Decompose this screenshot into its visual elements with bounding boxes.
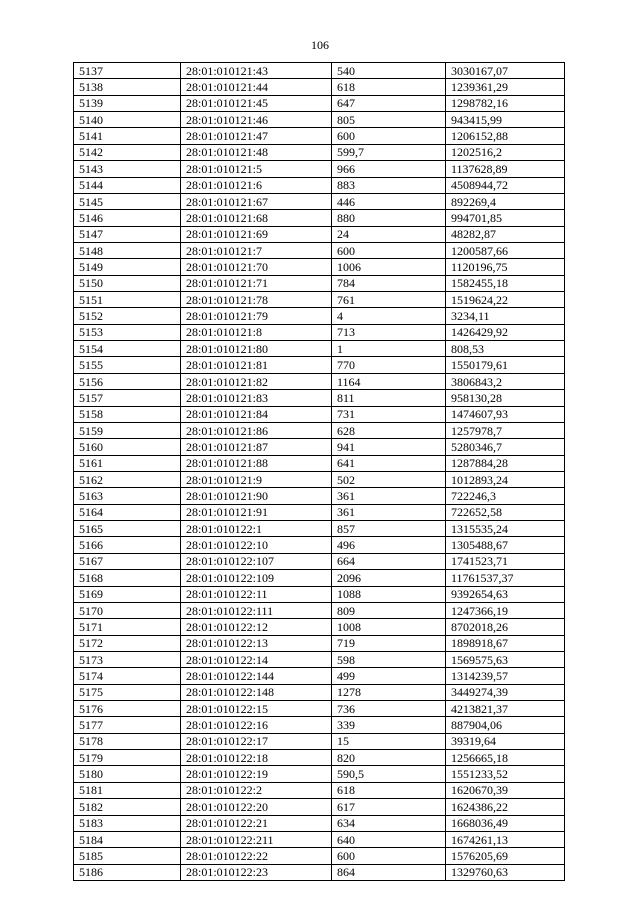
cadastral-number-cell: 28:01:010121:6 [181,177,332,193]
cadastral-number-cell: 28:01:010122:22 [181,848,332,864]
table-row [74,733,565,749]
table-row [74,210,565,226]
area-cell: 361 [332,488,446,504]
table-row [74,177,565,193]
value-cell: 3449274,39 [446,684,565,700]
area-cell: 628 [332,422,446,438]
cadastral-number-cell: 28:01:010122:107 [181,553,332,569]
value-cell: 1741523,71 [446,553,565,569]
area-cell: 966 [332,161,446,177]
cadastral-number-cell: 28:01:010122:17 [181,733,332,749]
row-number-cell: 5150 [74,275,181,291]
area-cell: 864 [332,864,446,880]
area-cell: 736 [332,701,446,717]
row-number-cell: 5166 [74,537,181,553]
area-cell: 502 [332,471,446,487]
table-row [74,488,565,504]
registry-table-body [74,63,565,881]
row-number-cell: 5142 [74,144,181,160]
cadastral-number-cell: 28:01:010122:144 [181,668,332,684]
area-cell: 880 [332,210,446,226]
table-row [74,635,565,651]
value-cell: 39319,64 [446,733,565,749]
row-number-cell: 5155 [74,357,181,373]
cadastral-number-cell: 28:01:010122:1 [181,521,332,537]
cadastral-number-cell: 28:01:010121:91 [181,504,332,520]
value-cell: 1668036,49 [446,815,565,831]
table-row [74,455,565,471]
value-cell: 1314239,57 [446,668,565,684]
value-cell: 3806843,2 [446,373,565,389]
value-cell: 5280346,7 [446,439,565,455]
row-number-cell: 5183 [74,815,181,831]
row-number-cell: 5179 [74,750,181,766]
cadastral-number-cell: 28:01:010121:87 [181,439,332,455]
table-row [74,602,565,618]
area-cell: 600 [332,848,446,864]
value-cell: 4213821,37 [446,701,565,717]
area-cell: 599,7 [332,144,446,160]
area-cell: 634 [332,815,446,831]
row-number-cell: 5149 [74,259,181,275]
area-cell: 446 [332,193,446,209]
table-row [74,373,565,389]
cadastral-number-cell: 28:01:010121:82 [181,373,332,389]
table-row [74,766,565,782]
row-number-cell: 5171 [74,619,181,635]
area-cell: 1088 [332,586,446,602]
table-row [74,553,565,569]
row-number-cell: 5182 [74,799,181,815]
area-cell: 719 [332,635,446,651]
area-cell: 731 [332,406,446,422]
cadastral-number-cell: 28:01:010121:81 [181,357,332,373]
table-row [74,848,565,864]
cadastral-number-cell: 28:01:010121:80 [181,341,332,357]
row-number-cell: 5137 [74,63,181,79]
row-number-cell: 5165 [74,521,181,537]
area-cell: 24 [332,226,446,242]
table-row [74,570,565,586]
value-cell: 722246,3 [446,488,565,504]
value-cell: 8702018,26 [446,619,565,635]
table-row [74,831,565,847]
cadastral-number-cell: 28:01:010122:14 [181,651,332,667]
value-cell: 1674261,13 [446,831,565,847]
value-cell: 1551233,52 [446,766,565,782]
value-cell: 4508944,72 [446,177,565,193]
cadastral-number-cell: 28:01:010122:148 [181,684,332,700]
area-cell: 664 [332,553,446,569]
value-cell: 3234,11 [446,308,565,324]
cadastral-number-cell: 28:01:010122:211 [181,831,332,847]
row-number-cell: 5148 [74,242,181,258]
table-row [74,701,565,717]
area-cell: 499 [332,668,446,684]
row-number-cell: 5174 [74,668,181,684]
row-number-cell: 5162 [74,471,181,487]
cadastral-number-cell: 28:01:010121:83 [181,390,332,406]
area-cell: 618 [332,79,446,95]
area-cell: 641 [332,455,446,471]
area-cell: 361 [332,504,446,520]
row-number-cell: 5147 [74,226,181,242]
value-cell: 1256665,18 [446,750,565,766]
row-number-cell: 5170 [74,602,181,618]
value-cell: 1137628,89 [446,161,565,177]
value-cell: 1298782,16 [446,95,565,111]
value-cell: 1202516,2 [446,144,565,160]
row-number-cell: 5154 [74,341,181,357]
row-number-cell: 5176 [74,701,181,717]
value-cell: 943415,99 [446,112,565,128]
value-cell: 1569575,63 [446,651,565,667]
row-number-cell: 5151 [74,292,181,308]
area-cell: 1278 [332,684,446,700]
table-row [74,242,565,258]
row-number-cell: 5178 [74,733,181,749]
area-cell: 857 [332,521,446,537]
value-cell: 1012893,24 [446,471,565,487]
table-row [74,815,565,831]
area-cell: 4 [332,308,446,324]
value-cell: 1120196,75 [446,259,565,275]
value-cell: 1247366,19 [446,602,565,618]
row-number-cell: 5141 [74,128,181,144]
value-cell: 1257978,7 [446,422,565,438]
row-number-cell: 5163 [74,488,181,504]
area-cell: 805 [332,112,446,128]
cadastral-number-cell: 28:01:010121:71 [181,275,332,291]
cadastral-number-cell: 28:01:010121:45 [181,95,332,111]
value-cell: 48282,87 [446,226,565,242]
value-cell: 892269,4 [446,193,565,209]
row-number-cell: 5140 [74,112,181,128]
table-row [74,79,565,95]
row-number-cell: 5144 [74,177,181,193]
table-row [74,341,565,357]
area-cell: 1006 [332,259,446,275]
cadastral-number-cell: 28:01:010122:18 [181,750,332,766]
area-cell: 809 [332,602,446,618]
value-cell: 1620670,39 [446,782,565,798]
cadastral-number-cell: 28:01:010121:78 [181,292,332,308]
area-cell: 618 [332,782,446,798]
row-number-cell: 5184 [74,831,181,847]
cadastral-number-cell: 28:01:010121:84 [181,406,332,422]
value-cell: 958130,28 [446,390,565,406]
table-row [74,128,565,144]
table-row [74,668,565,684]
cadastral-number-cell: 28:01:010121:88 [181,455,332,471]
row-number-cell: 5180 [74,766,181,782]
row-number-cell: 5156 [74,373,181,389]
cadastral-number-cell: 28:01:010122:109 [181,570,332,586]
value-cell: 1582455,18 [446,275,565,291]
table-row [74,324,565,340]
area-cell: 1008 [332,619,446,635]
area-cell: 820 [332,750,446,766]
cadastral-number-cell: 28:01:010122:16 [181,717,332,733]
area-cell: 647 [332,95,446,111]
table-row [74,193,565,209]
area-cell: 941 [332,439,446,455]
cadastral-number-cell: 28:01:010122:111 [181,602,332,618]
cadastral-number-cell: 28:01:010121:7 [181,242,332,258]
area-cell: 339 [332,717,446,733]
cadastral-number-cell: 28:01:010122:12 [181,619,332,635]
cadastral-number-cell: 28:01:010121:68 [181,210,332,226]
area-cell: 2096 [332,570,446,586]
table-row [74,717,565,733]
row-number-cell: 5185 [74,848,181,864]
row-number-cell: 5172 [74,635,181,651]
row-number-cell: 5186 [74,864,181,880]
row-number-cell: 5145 [74,193,181,209]
cadastral-number-cell: 28:01:010122:20 [181,799,332,815]
value-cell: 1315535,24 [446,521,565,537]
area-cell: 600 [332,242,446,258]
row-number-cell: 5143 [74,161,181,177]
area-cell: 1 [332,341,446,357]
value-cell: 1576205,69 [446,848,565,864]
area-cell: 617 [332,799,446,815]
table-row [74,537,565,553]
value-cell: 1474607,93 [446,406,565,422]
value-cell: 11761537,37 [446,570,565,586]
table-row [74,782,565,798]
cadastral-number-cell: 28:01:010122:11 [181,586,332,602]
cadastral-number-cell: 28:01:010121:47 [181,128,332,144]
value-cell: 887904,06 [446,717,565,733]
cadastral-number-cell: 28:01:010122:10 [181,537,332,553]
row-number-cell: 5138 [74,79,181,95]
cadastral-number-cell: 28:01:010121:5 [181,161,332,177]
cadastral-number-cell: 28:01:010121:79 [181,308,332,324]
row-number-cell: 5177 [74,717,181,733]
table-row [74,521,565,537]
table-row [74,439,565,455]
value-cell: 808,53 [446,341,565,357]
cadastral-number-cell: 28:01:010121:44 [181,79,332,95]
value-cell: 1206152,88 [446,128,565,144]
area-cell: 770 [332,357,446,373]
value-cell: 1239361,29 [446,79,565,95]
cadastral-number-cell: 28:01:010121:67 [181,193,332,209]
table-row [74,144,565,160]
cadastral-number-cell: 28:01:010121:70 [181,259,332,275]
row-number-cell: 5158 [74,406,181,422]
table-row [74,504,565,520]
value-cell: 1305488,67 [446,537,565,553]
value-cell: 722652,58 [446,504,565,520]
area-cell: 15 [332,733,446,749]
table-row [74,390,565,406]
cadastral-number-cell: 28:01:010122:19 [181,766,332,782]
value-cell: 1519624,22 [446,292,565,308]
row-number-cell: 5146 [74,210,181,226]
area-cell: 600 [332,128,446,144]
table-row [74,63,565,79]
table-row [74,406,565,422]
area-cell: 540 [332,63,446,79]
value-cell: 1426429,92 [446,324,565,340]
row-number-cell: 5164 [74,504,181,520]
row-number-cell: 5167 [74,553,181,569]
row-number-cell: 5161 [74,455,181,471]
table-row [74,226,565,242]
table-row [74,357,565,373]
area-cell: 598 [332,651,446,667]
registry-table [73,62,565,881]
table-row [74,471,565,487]
area-cell: 883 [332,177,446,193]
value-cell: 1200587,66 [446,242,565,258]
area-cell: 590,5 [332,766,446,782]
row-number-cell: 5157 [74,390,181,406]
table-row [74,750,565,766]
cadastral-number-cell: 28:01:010122:15 [181,701,332,717]
cadastral-number-cell: 28:01:010121:9 [181,471,332,487]
row-number-cell: 5160 [74,439,181,455]
cadastral-number-cell: 28:01:010122:2 [181,782,332,798]
table-row [74,275,565,291]
area-cell: 761 [332,292,446,308]
table-row [74,684,565,700]
row-number-cell: 5153 [74,324,181,340]
table-row [74,95,565,111]
value-cell: 9392654,63 [446,586,565,602]
table-row [74,619,565,635]
table-row [74,422,565,438]
table-row [74,864,565,880]
cadastral-number-cell: 28:01:010122:21 [181,815,332,831]
row-number-cell: 5181 [74,782,181,798]
row-number-cell: 5169 [74,586,181,602]
value-cell: 1329760,63 [446,864,565,880]
cadastral-number-cell: 28:01:010121:48 [181,144,332,160]
table-row [74,651,565,667]
cadastral-number-cell: 28:01:010122:23 [181,864,332,880]
value-cell: 1550179,61 [446,357,565,373]
value-cell: 994701,85 [446,210,565,226]
area-cell: 1164 [332,373,446,389]
row-number-cell: 5173 [74,651,181,667]
table-row [74,586,565,602]
table-row [74,308,565,324]
cadastral-number-cell: 28:01:010121:8 [181,324,332,340]
cadastral-number-cell: 28:01:010121:86 [181,422,332,438]
cadastral-number-cell: 28:01:010121:90 [181,488,332,504]
cadastral-number-cell: 28:01:010121:46 [181,112,332,128]
table-row [74,161,565,177]
row-number-cell: 5152 [74,308,181,324]
row-number-cell: 5168 [74,570,181,586]
cadastral-number-cell: 28:01:010122:13 [181,635,332,651]
page-number: 106 [311,38,329,52]
row-number-cell: 5175 [74,684,181,700]
table-row [74,799,565,815]
value-cell: 1624386,22 [446,799,565,815]
value-cell: 1287884,28 [446,455,565,471]
cadastral-number-cell: 28:01:010121:69 [181,226,332,242]
table-row [74,292,565,308]
cadastral-number-cell: 28:01:010121:43 [181,63,332,79]
row-number-cell: 5139 [74,95,181,111]
area-cell: 640 [332,831,446,847]
table-row [74,259,565,275]
area-cell: 713 [332,324,446,340]
area-cell: 496 [332,537,446,553]
value-cell: 1898918,67 [446,635,565,651]
area-cell: 784 [332,275,446,291]
row-number-cell: 5159 [74,422,181,438]
area-cell: 811 [332,390,446,406]
table-row [74,112,565,128]
value-cell: 3030167,07 [446,63,565,79]
